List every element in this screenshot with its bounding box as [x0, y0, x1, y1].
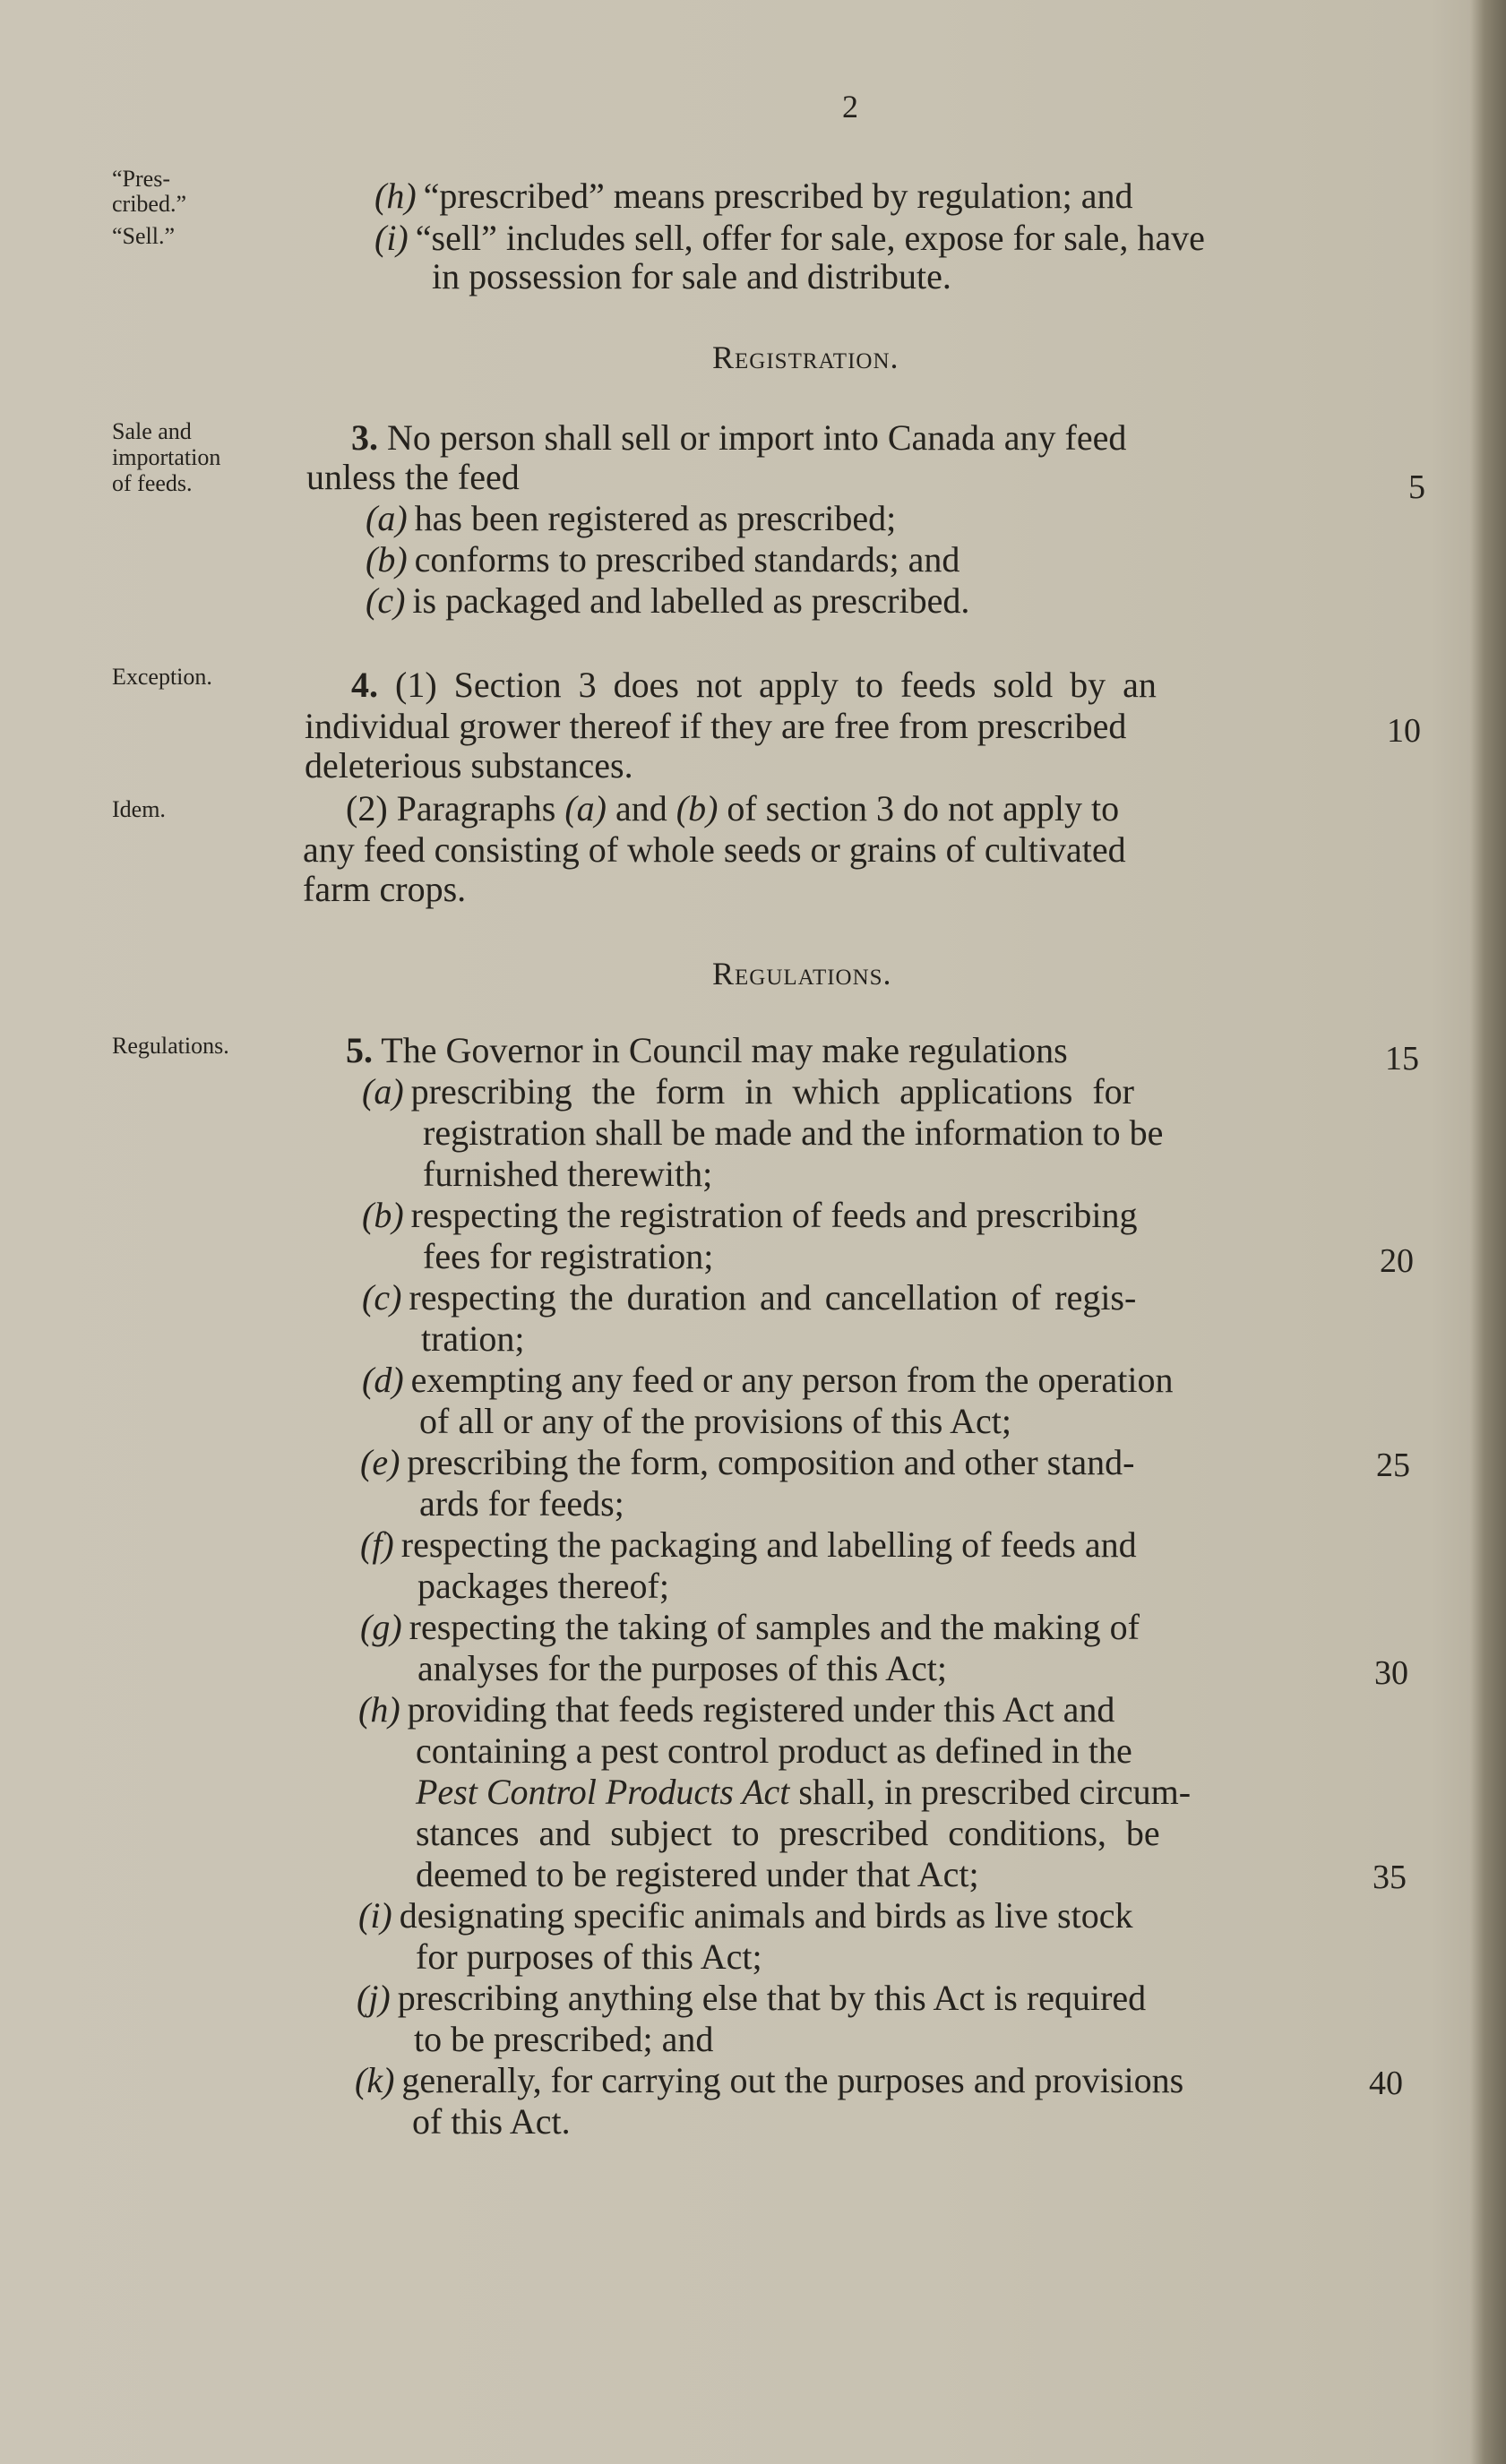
section-5-e-text-1: prescribing the form, composition and other stand-: [407, 1442, 1135, 1482]
margin-note-prescribed-2: cribed.”: [112, 191, 187, 217]
section-4-text: (1) Section 3 does not apply to feeds sold by an: [395, 665, 1157, 705]
section-4-sub2-rest: of section 3 do not apply to: [727, 788, 1120, 828]
section-5-b-2: fees for registration;: [423, 1236, 714, 1276]
margin-note-sale-2: importation: [112, 444, 221, 470]
definition-h-label: (h): [374, 176, 417, 216]
section-5-a-3: furnished therewith;: [423, 1154, 713, 1194]
section-4-sub2-a: (a): [564, 788, 607, 828]
definition-i-label: (i): [374, 218, 409, 258]
section-4-number: 4.: [351, 665, 378, 705]
section-4-sub2-and: and: [615, 788, 667, 828]
section-5-intro: [346, 1030, 1068, 1071]
section-5-g-2: analyses for the purposes of this Act;: [417, 1648, 947, 1688]
section-4-sub2-line-1: [346, 788, 1119, 829]
margin-note-exception: Exception.: [112, 664, 212, 690]
line-number-30: 30: [1374, 1654, 1408, 1692]
heading-regulations: Regulations.: [712, 956, 892, 992]
section-5-d-1: [362, 1360, 1173, 1401]
section-5-h-2: containing a pest control product as defined in the: [416, 1730, 1132, 1771]
section-3-a-label: (a): [366, 498, 408, 538]
section-5-c-label: (c): [362, 1277, 402, 1318]
pest-control-products-act-title: Pest Control Products Act: [416, 1772, 790, 1812]
section-4-sub2-paragraphs: (2) Paragraphs: [346, 788, 556, 828]
definition-i: [374, 218, 1205, 259]
section-3-line-2: unless the feed: [306, 457, 520, 497]
section-3-c: [366, 580, 969, 622]
section-5-i-1: [358, 1895, 1132, 1936]
section-3-text: No person shall sell or import into Canada any feed: [387, 417, 1127, 458]
definition-i-text: “sell” includes sell, offer for sale, expose for sale, have: [415, 218, 1205, 258]
section-5-d-text-1: exempting any feed or any person from the operation: [410, 1360, 1174, 1400]
section-3-a: [366, 498, 896, 539]
section-5-j-label: (j): [357, 1978, 391, 2018]
line-number-20: 20: [1380, 1242, 1414, 1280]
section-3-b-text: conforms to prescribed standards; and: [414, 539, 960, 580]
section-5-f-text-1: respecting the packaging and labelling of feeds and: [400, 1524, 1137, 1565]
section-3-a-text: has been registered as prescribed;: [414, 498, 897, 538]
definition-i-cont: in possession for sale and distribute.: [432, 256, 951, 296]
section-5-h-text-1: providing that feeds registered under this Act and: [407, 1689, 1115, 1730]
section-5-i-label: (i): [358, 1895, 392, 1936]
section-5-k-text-1: generally, for carrying out the purposes and provisions: [401, 2060, 1184, 2100]
section-5-k-1: [355, 2060, 1183, 2101]
section-3-line-1: [351, 417, 1126, 459]
section-5-h-4: stances and subject to prescribed conditions, be: [416, 1813, 1160, 1853]
section-5-i-text-1: designating specific animals and birds as live stock: [399, 1895, 1133, 1936]
section-5-h-label: (h): [358, 1689, 400, 1730]
section-5-h-3: [416, 1772, 1191, 1813]
section-5-j-2: to be prescribed; and: [414, 2019, 714, 2059]
section-3-c-label: (c): [366, 580, 406, 621]
section-5-c-2: tration;: [421, 1318, 525, 1359]
section-5-f-1: [360, 1524, 1137, 1566]
section-5-b-text-1: respecting the registration of feeds and prescribing: [410, 1195, 1138, 1235]
section-5-k-label: (k): [355, 2060, 395, 2100]
section-5-g-text-1: respecting the taking of samples and the making of: [409, 1607, 1140, 1647]
line-number-25: 25: [1376, 1447, 1410, 1484]
section-4-sub2-line-3: farm crops.: [303, 869, 467, 909]
section-5-j-1: [357, 1978, 1146, 2019]
section-5-a-label: (a): [362, 1071, 404, 1112]
section-3-b-label: (b): [366, 539, 408, 580]
margin-note-idem: Idem.: [112, 796, 166, 822]
section-5-k-2: of this Act.: [412, 2101, 571, 2142]
section-5-d-label: (d): [362, 1360, 404, 1400]
section-5-a-1: [362, 1071, 1134, 1112]
section-3-c-text: is packaged and labelled as prescribed.: [412, 580, 970, 621]
section-5-e-2: ards for feeds;: [419, 1483, 624, 1524]
section-4-line-2: individual grower thereof if they are free from prescribed: [305, 706, 1127, 746]
section-5-text: The Governor in Council may make regulations: [381, 1030, 1068, 1070]
page-edge: [1470, 0, 1506, 2464]
section-5-b-label: (b): [362, 1195, 404, 1235]
section-5-a-text-1: prescribing the form in which applications for: [410, 1071, 1134, 1112]
section-3-number: 3.: [351, 417, 378, 458]
definition-h: [374, 176, 1133, 217]
section-4-line-1: [351, 665, 1157, 706]
section-5-h-text-3: shall, in prescribed circum-: [798, 1772, 1192, 1812]
margin-note-prescribed-1: “Pres-: [112, 166, 170, 192]
section-5-e-1: [360, 1442, 1134, 1483]
definition-h-text: “prescribed” means prescribed by regulation; and: [423, 176, 1133, 216]
section-5-d-2: of all or any of the provisions of this Act;: [419, 1401, 1012, 1441]
section-5-j-text-1: prescribing anything else that by this Act is required: [397, 1978, 1147, 2018]
section-5-g-label: (g): [360, 1607, 402, 1647]
line-number-40: 40: [1369, 2065, 1403, 2102]
section-5-b-1: [362, 1195, 1137, 1236]
line-number-10: 10: [1387, 712, 1421, 750]
margin-note-sale-3: of feeds.: [112, 470, 193, 496]
section-5-f-label: (f): [360, 1524, 394, 1565]
section-4-line-3: deleterious substances.: [305, 745, 633, 786]
margin-note-sale-1: Sale and: [112, 418, 192, 444]
section-3-b: [366, 539, 960, 580]
section-5-number: 5.: [346, 1030, 373, 1070]
section-5-g-1: [360, 1607, 1140, 1648]
line-number-35: 35: [1373, 1859, 1407, 1896]
section-5-h-5: deemed to be registered under that Act;: [416, 1854, 979, 1894]
section-5-c-1: [362, 1277, 1136, 1318]
margin-note-regulations: Regulations.: [112, 1033, 229, 1059]
section-4-sub2-b: (b): [676, 788, 719, 828]
section-5-f-2: packages thereof;: [417, 1566, 669, 1606]
section-5-c-text-1: respecting the duration and cancellation of regis-: [409, 1277, 1137, 1318]
section-5-h-1: [358, 1689, 1114, 1730]
section-5-e-label: (e): [360, 1442, 400, 1482]
page-number: 2: [842, 89, 858, 124]
line-number-5: 5: [1408, 468, 1425, 506]
margin-note-sell: “Sell.”: [112, 223, 176, 249]
section-4-sub2-line-2: any feed consisting of whole seeds or grains of cultivated: [303, 829, 1126, 870]
line-number-15: 15: [1385, 1040, 1419, 1077]
section-5-i-2: for purposes of this Act;: [416, 1936, 762, 1977]
heading-registration: Registration.: [712, 339, 899, 375]
section-5-a-2: registration shall be made and the information to be: [423, 1112, 1164, 1153]
